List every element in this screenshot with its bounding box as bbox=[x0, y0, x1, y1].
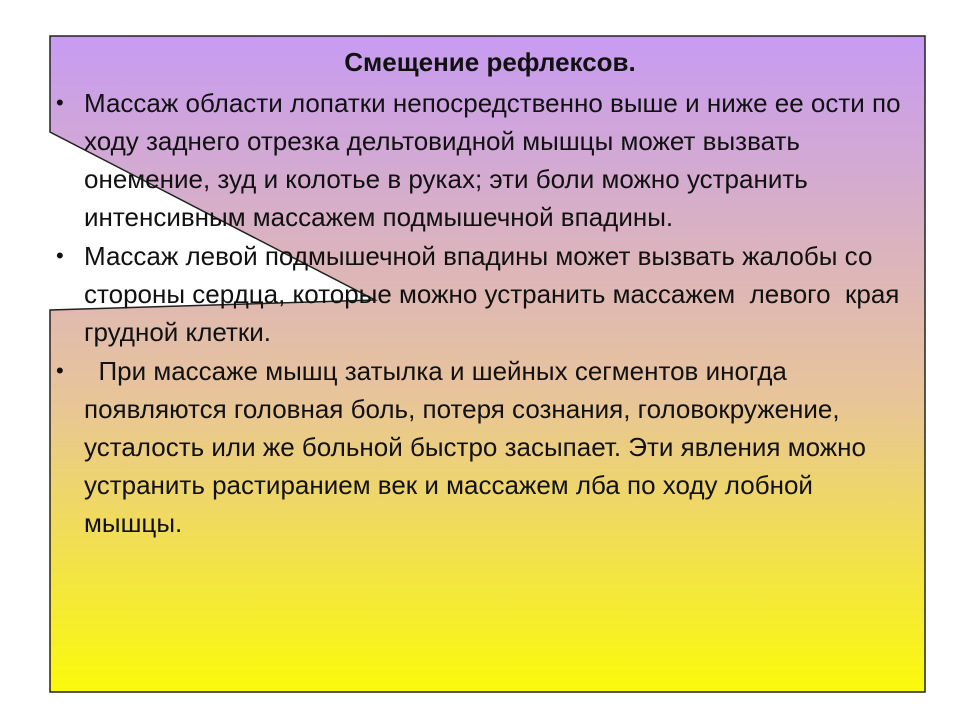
bullet-text: Массаж области лопатки непосредственно выше и ниже ее ости по ходу заднего отрезка дельтовидной мышцы может вызвать онемение, зуд и колотье в руках; эти боли можно устранить интенсивным массажем подмышечной впадины. bbox=[84, 88, 908, 232]
bullet-marker: • bbox=[56, 90, 64, 115]
bullet-marker: • bbox=[56, 243, 64, 268]
bullet-item bbox=[54, 352, 916, 542]
bullet-text: Массаж левой подмышечной впадины может вызвать жалобы со стороны сердца, которые можно устранить массажем левого края грудной клетки. bbox=[84, 241, 907, 347]
slide-content bbox=[54, 42, 916, 543]
bullet-text: При массаже мышц затылка и шейных сегментов иногда появляются головная боль, потеря сознания, головокружение, усталость или же больной быстро засыпает. Эти явления можно устранить растиранием век и массажем лба по ходу лобной мышцы. bbox=[84, 356, 874, 538]
bullet-list bbox=[54, 84, 916, 542]
bullet-item bbox=[54, 84, 916, 236]
bullet-marker: • bbox=[56, 358, 64, 383]
slide-title: Смещение рефлексов. bbox=[344, 47, 636, 77]
bullet-item bbox=[54, 237, 916, 351]
